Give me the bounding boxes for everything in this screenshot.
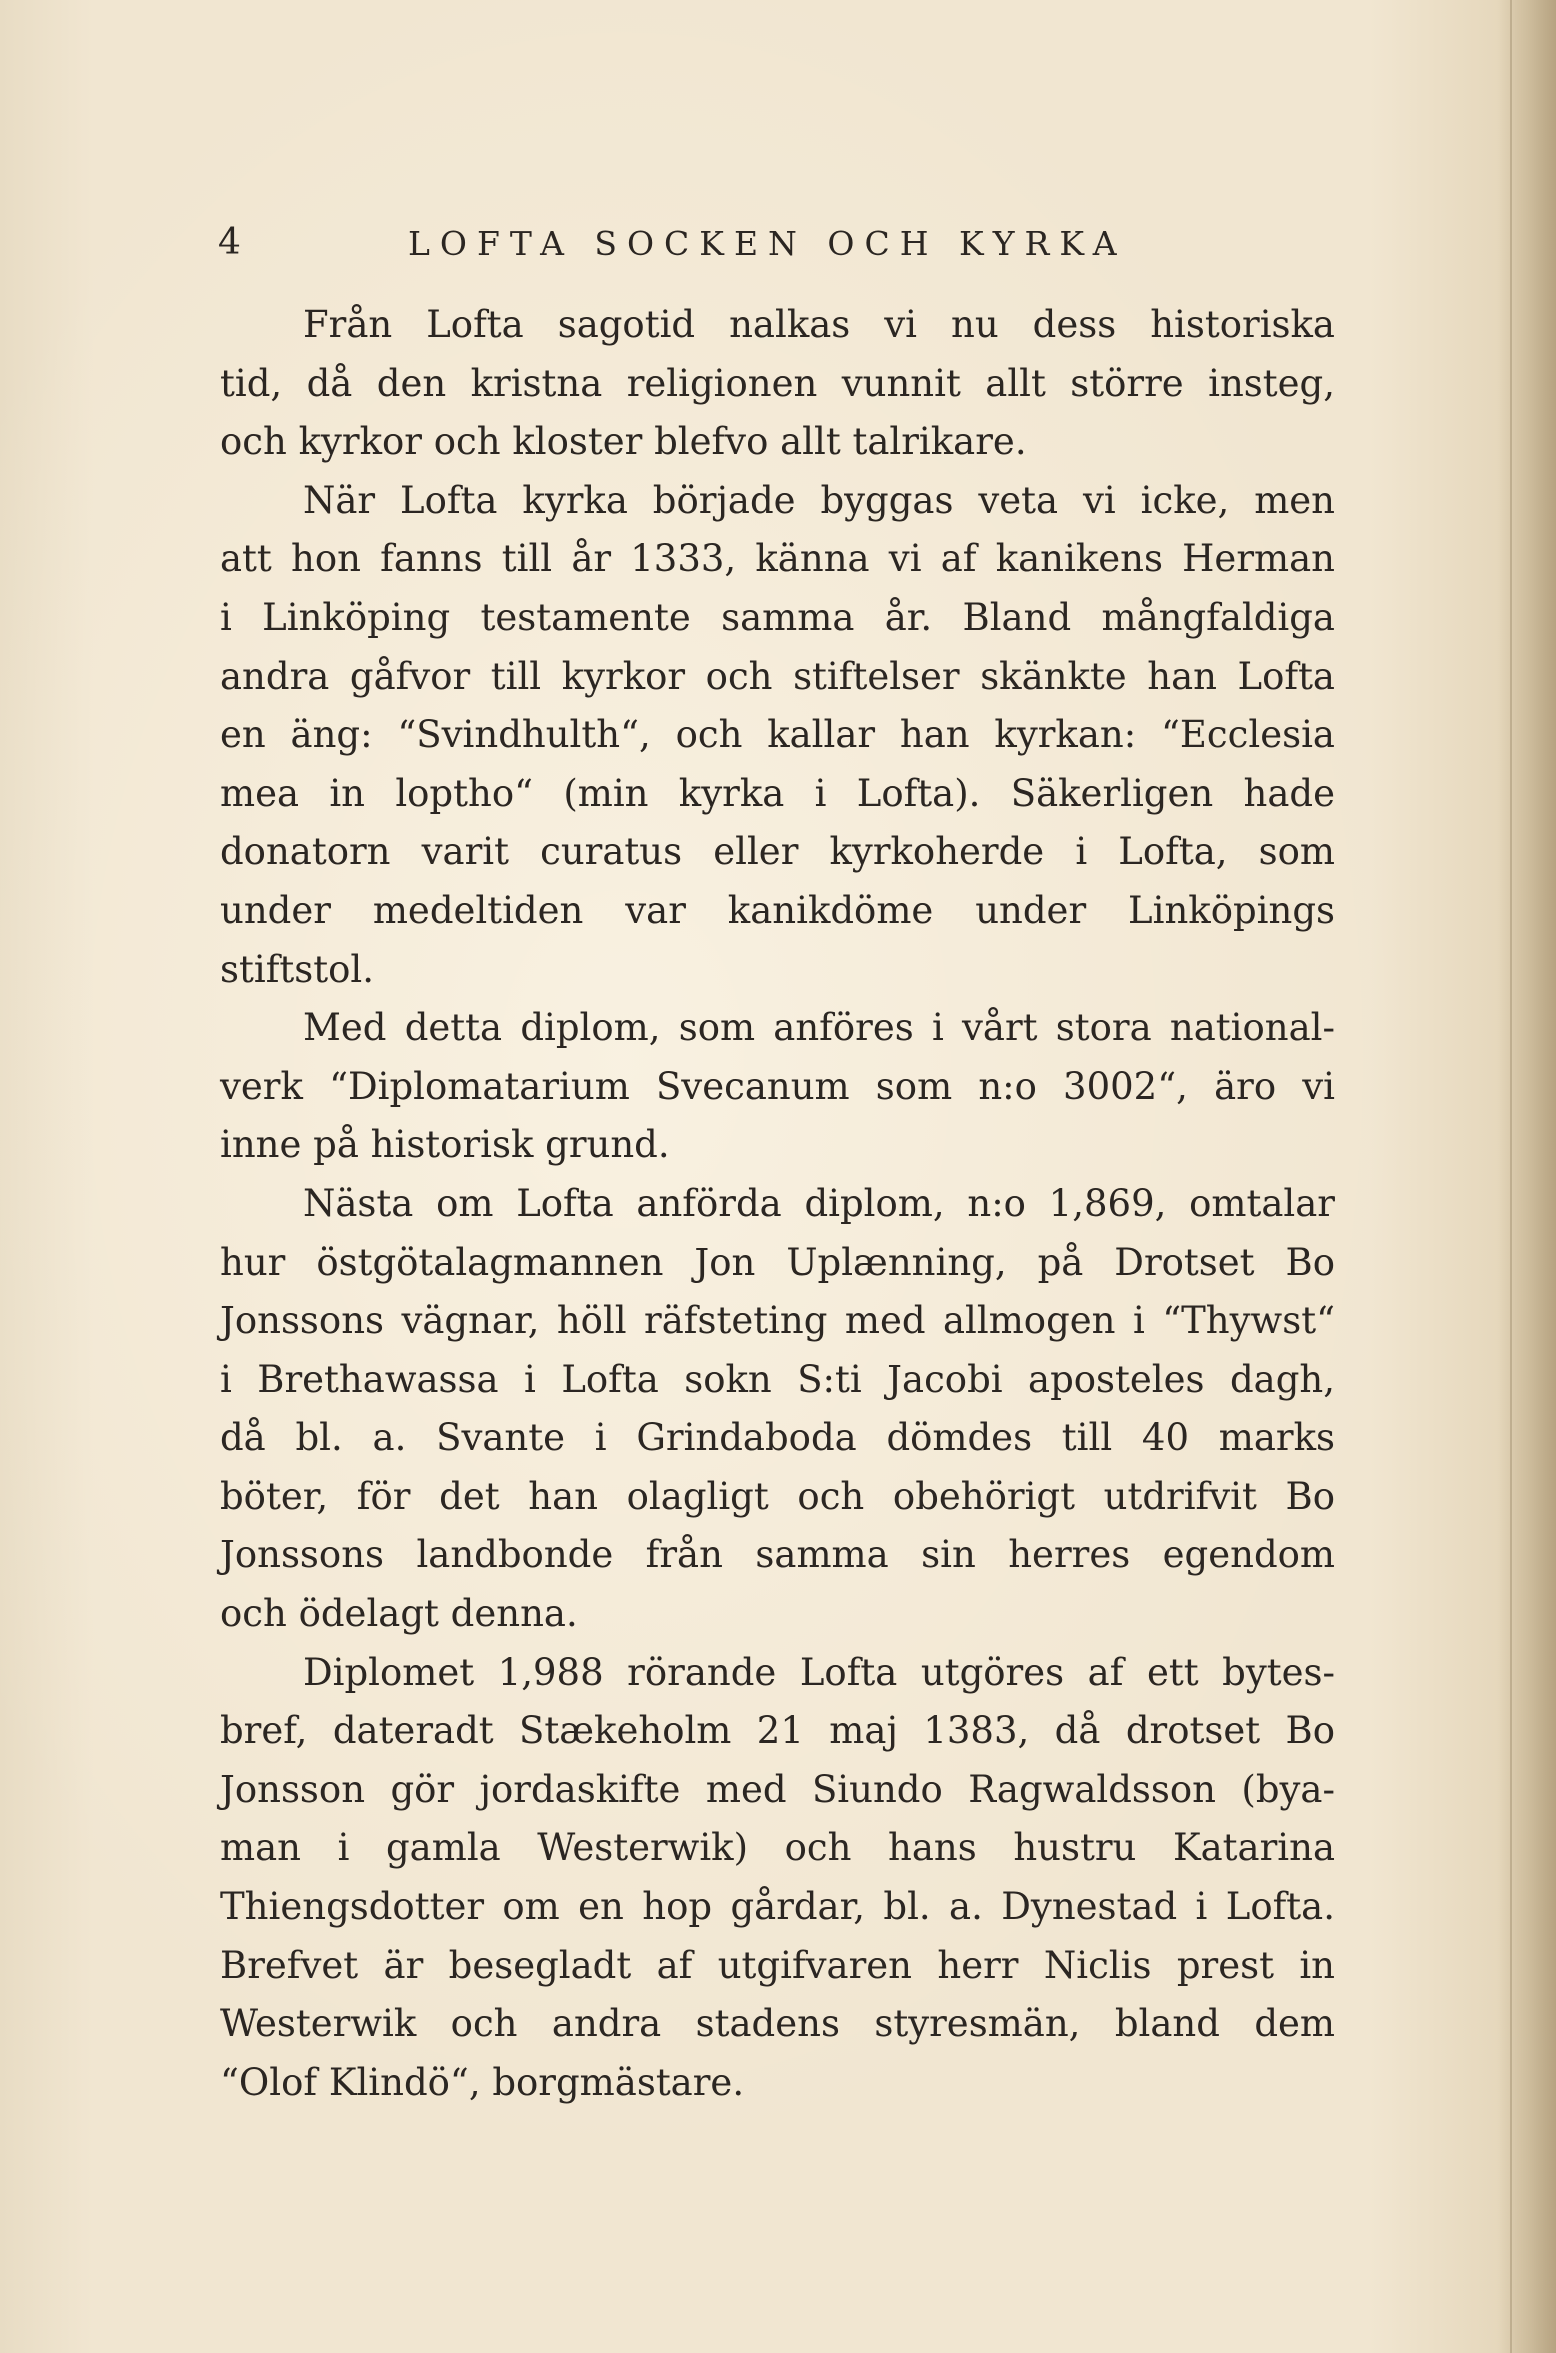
paragraph (220, 1175, 1335, 1644)
text-line: hur östgötalagmannen Jon Uplænning, på Drotset Bo (220, 1240, 1335, 1284)
text-line: stiftstol. (220, 947, 374, 991)
text-line: bref, dateradt Stækeholm 21 maj 1383, då drotset Bo (220, 1709, 1335, 1753)
page-edge-line (1510, 0, 1512, 2353)
paragraph (220, 472, 1335, 999)
text-line: en äng: “Svindhulth“, och kallar han kyrkan: “Ecclesia (220, 713, 1335, 757)
page-header (218, 222, 1338, 272)
text-line: och ödelagt denna. (220, 1592, 578, 1636)
text-line: inne på historisk grund. (220, 1123, 670, 1167)
text-line: Med detta diplom, som anföres i vårt stora national- (303, 1006, 1335, 1050)
text-line: då bl. a. Svante i Grindaboda dömdes till 40 marks (220, 1416, 1335, 1460)
text-line: Jonssons vägnar, höll räfsteting med allmogen i “Thywst“ (220, 1299, 1335, 1343)
text-line: i Linköping testamente samma år. Bland mångfaldiga (220, 595, 1335, 639)
text-line: Från Lofta sagotid nalkas vi nu dess historiska (303, 303, 1335, 346)
text-line: och kyrkor och kloster blefvo allt talrikare. (220, 420, 1027, 464)
text-line: i Brethawassa i Lofta sokn S:ti Jacobi aposteles dagh, (220, 1357, 1335, 1401)
text-line: tid, då den kristna religionen vunnit allt större insteg, (220, 361, 1335, 405)
paragraph (220, 1644, 1335, 2113)
paragraph (220, 296, 1335, 472)
text-line: donatorn varit curatus eller kyrkoherde i Lofta, som (220, 830, 1335, 874)
text-line: Brefvet är besegladt af utgifvaren herr Niclis prest in (220, 1943, 1335, 1987)
text-line: under medeltiden var kanikdöme under Linköpings (220, 888, 1335, 932)
text-line: andra gåfvor till kyrkor och stiftelser skänkte han Lofta (220, 654, 1335, 698)
text-line: När Lofta kyrka började byggas veta vi icke, men (303, 478, 1335, 522)
text-line: böter, för det han olagligt och obehörigt utdrifvit Bo (220, 1474, 1335, 1518)
body-text (220, 296, 1335, 2112)
text-line: att hon fanns till år 1333, känna vi af kanikens Herman (220, 537, 1335, 581)
text-line: man i gamla Westerwik) och hans hustru Katarina (220, 1826, 1335, 1870)
text-line: Westerwik och andra stadens styresmän, bland dem (220, 2002, 1335, 2046)
text-line: Jonssons landbonde från samma sin herres egendom (220, 1533, 1335, 1577)
text-line: verk “Diplomatarium Svecanum som n:o 3002“, äro vi (220, 1064, 1335, 1108)
running-title: LOFTA SOCKEN OCH KYRKA (408, 224, 1127, 263)
text-line: Nästa om Lofta anförda diplom, n:o 1,869, omtalar (303, 1181, 1335, 1225)
text-line: Jonsson gör jordaskifte med Siundo Ragwaldsson (bya- (220, 1767, 1335, 1811)
text-line: mea in loptho“ (min kyrka i Lofta). Säkerligen hade (220, 771, 1335, 815)
paragraph (220, 999, 1335, 1175)
text-line: Diplomet 1,988 rörande Lofta utgöres af ett bytes- (303, 1650, 1335, 1694)
book-gutter-shadow (1498, 0, 1556, 2353)
text-line: “Olof Klindö“, borgmästare. (220, 2060, 745, 2104)
page-number: 4 (218, 222, 243, 263)
text-line: Thiengsdotter om en hop gårdar, bl. a. Dynestad i Lofta. (220, 1885, 1335, 1929)
